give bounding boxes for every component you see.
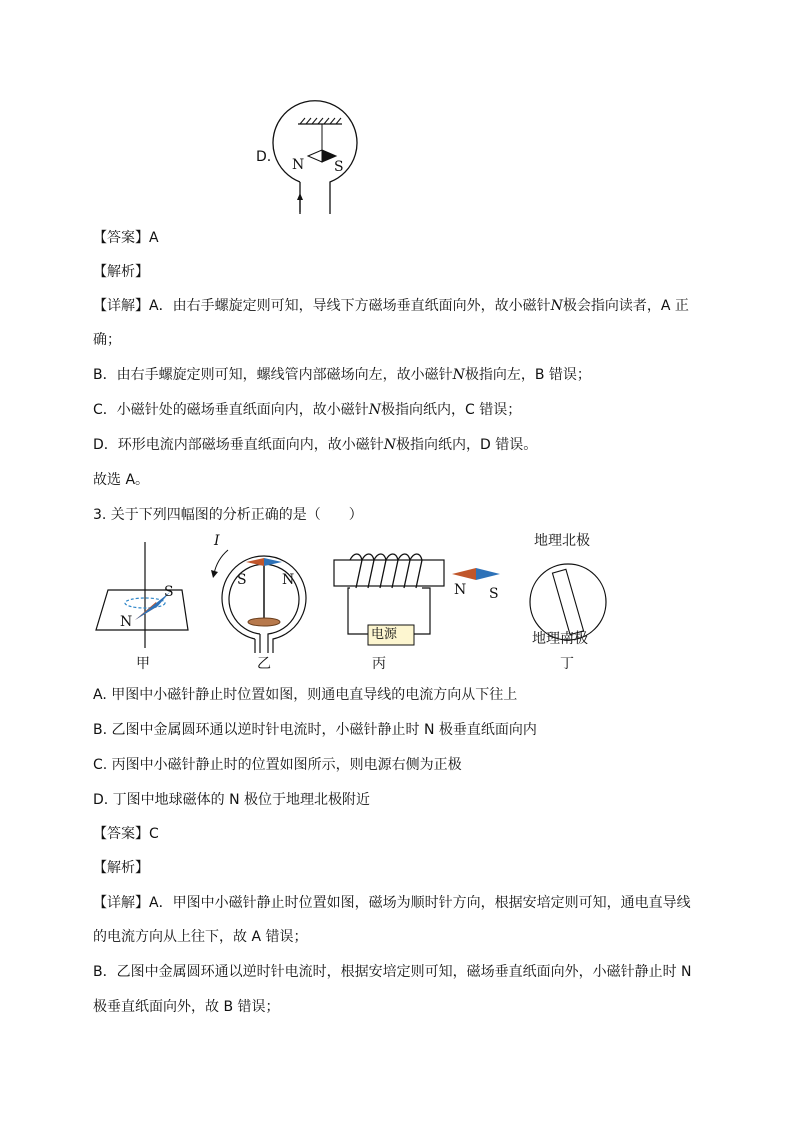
- yi-caption: 乙: [257, 656, 271, 672]
- q2-detail-C: C．小磁针处的磁场垂直纸面向内，故小磁针N极指向纸内，C 错误；: [93, 402, 522, 418]
- jia-S: S: [164, 584, 174, 600]
- q3-option-B: B. 乙图中金属圆环通以逆时针电流时，小磁针静止时 N 极垂直纸面向内: [93, 722, 537, 738]
- figure-bing: [334, 554, 500, 645]
- q3-option-D: D. 丁图中地球磁体的 N 极位于地理北极附近: [93, 792, 371, 808]
- figure-yi: [211, 550, 306, 653]
- optionD-figure: [250, 96, 360, 214]
- figure-ding: [530, 564, 606, 640]
- q2-analysis-label: 【解析】: [93, 264, 149, 280]
- yi-current: I: [214, 533, 220, 549]
- q3-figure-svg: [90, 530, 620, 675]
- yi-N: N: [282, 572, 295, 588]
- q3-detail-line-2: 的电流方向从上往下，故 A 错误；: [93, 929, 308, 945]
- figure-jia: [96, 542, 188, 648]
- q2-detail-A-line2: 确；: [93, 332, 121, 348]
- bing-power: 电源: [371, 627, 398, 642]
- q2-detail-B: B．由右手螺旋定则可知，螺线管内部磁场向左，故小磁针N极指向左，B 错误；: [93, 367, 591, 383]
- q3-option-A: A. 甲图中小磁针静止时位置如图，则通电直导线的电流方向从下往上: [93, 687, 518, 703]
- q2-conclusion: 故选 A。: [93, 472, 150, 488]
- q3-detail-line-3: B．乙图中金属圆环通以逆时针电流时，根据安培定则可知，磁场垂直纸面向外，小磁针静止时 N: [93, 964, 692, 980]
- q2-detail-A-line1: 【详解】A．由右手螺旋定则可知，导线下方磁场垂直纸面向外，故小磁针N极会指向读者，A 正: [93, 298, 689, 314]
- q3-stem: 3. 关于下列四幅图的分析正确的是（ ）: [93, 507, 363, 523]
- q2-detail-D: D．环形电流内部磁场垂直纸面向内，故小磁针N极指向纸内，D 错误。: [93, 437, 538, 453]
- ding-north: 地理北极: [534, 533, 590, 549]
- ring-current-figure: [250, 96, 360, 214]
- ding-south: 地理南极: [532, 631, 588, 647]
- optionD-label: D.: [256, 149, 272, 165]
- bing-S: S: [489, 586, 499, 602]
- figD-S: S: [334, 159, 344, 175]
- jia-caption: 甲: [136, 656, 150, 672]
- bing-caption: 丙: [372, 656, 386, 672]
- q3-detail-line-4: 极垂直纸面向外，故 B 错误；: [93, 999, 280, 1015]
- ding-caption: 丁: [560, 656, 574, 672]
- bing-N: N: [454, 582, 467, 598]
- q3-option-C: C. 丙图中小磁针静止时的位置如图所示，则电源右侧为正极: [93, 757, 462, 773]
- q3-answer: 【答案】C: [93, 826, 159, 842]
- q3-analysis-label: 【解析】: [93, 860, 149, 876]
- yi-S: S: [237, 572, 247, 588]
- q3-figures: [90, 530, 620, 675]
- jia-N: N: [120, 614, 133, 630]
- q2-answer: 【答案】A: [93, 230, 159, 246]
- q3-detail-line-1: 【详解】A．甲图中小磁针静止时位置如图，磁场为顺时针方向，根据安培定则可知，通电直导线: [93, 895, 691, 911]
- figD-N: N: [292, 157, 305, 173]
